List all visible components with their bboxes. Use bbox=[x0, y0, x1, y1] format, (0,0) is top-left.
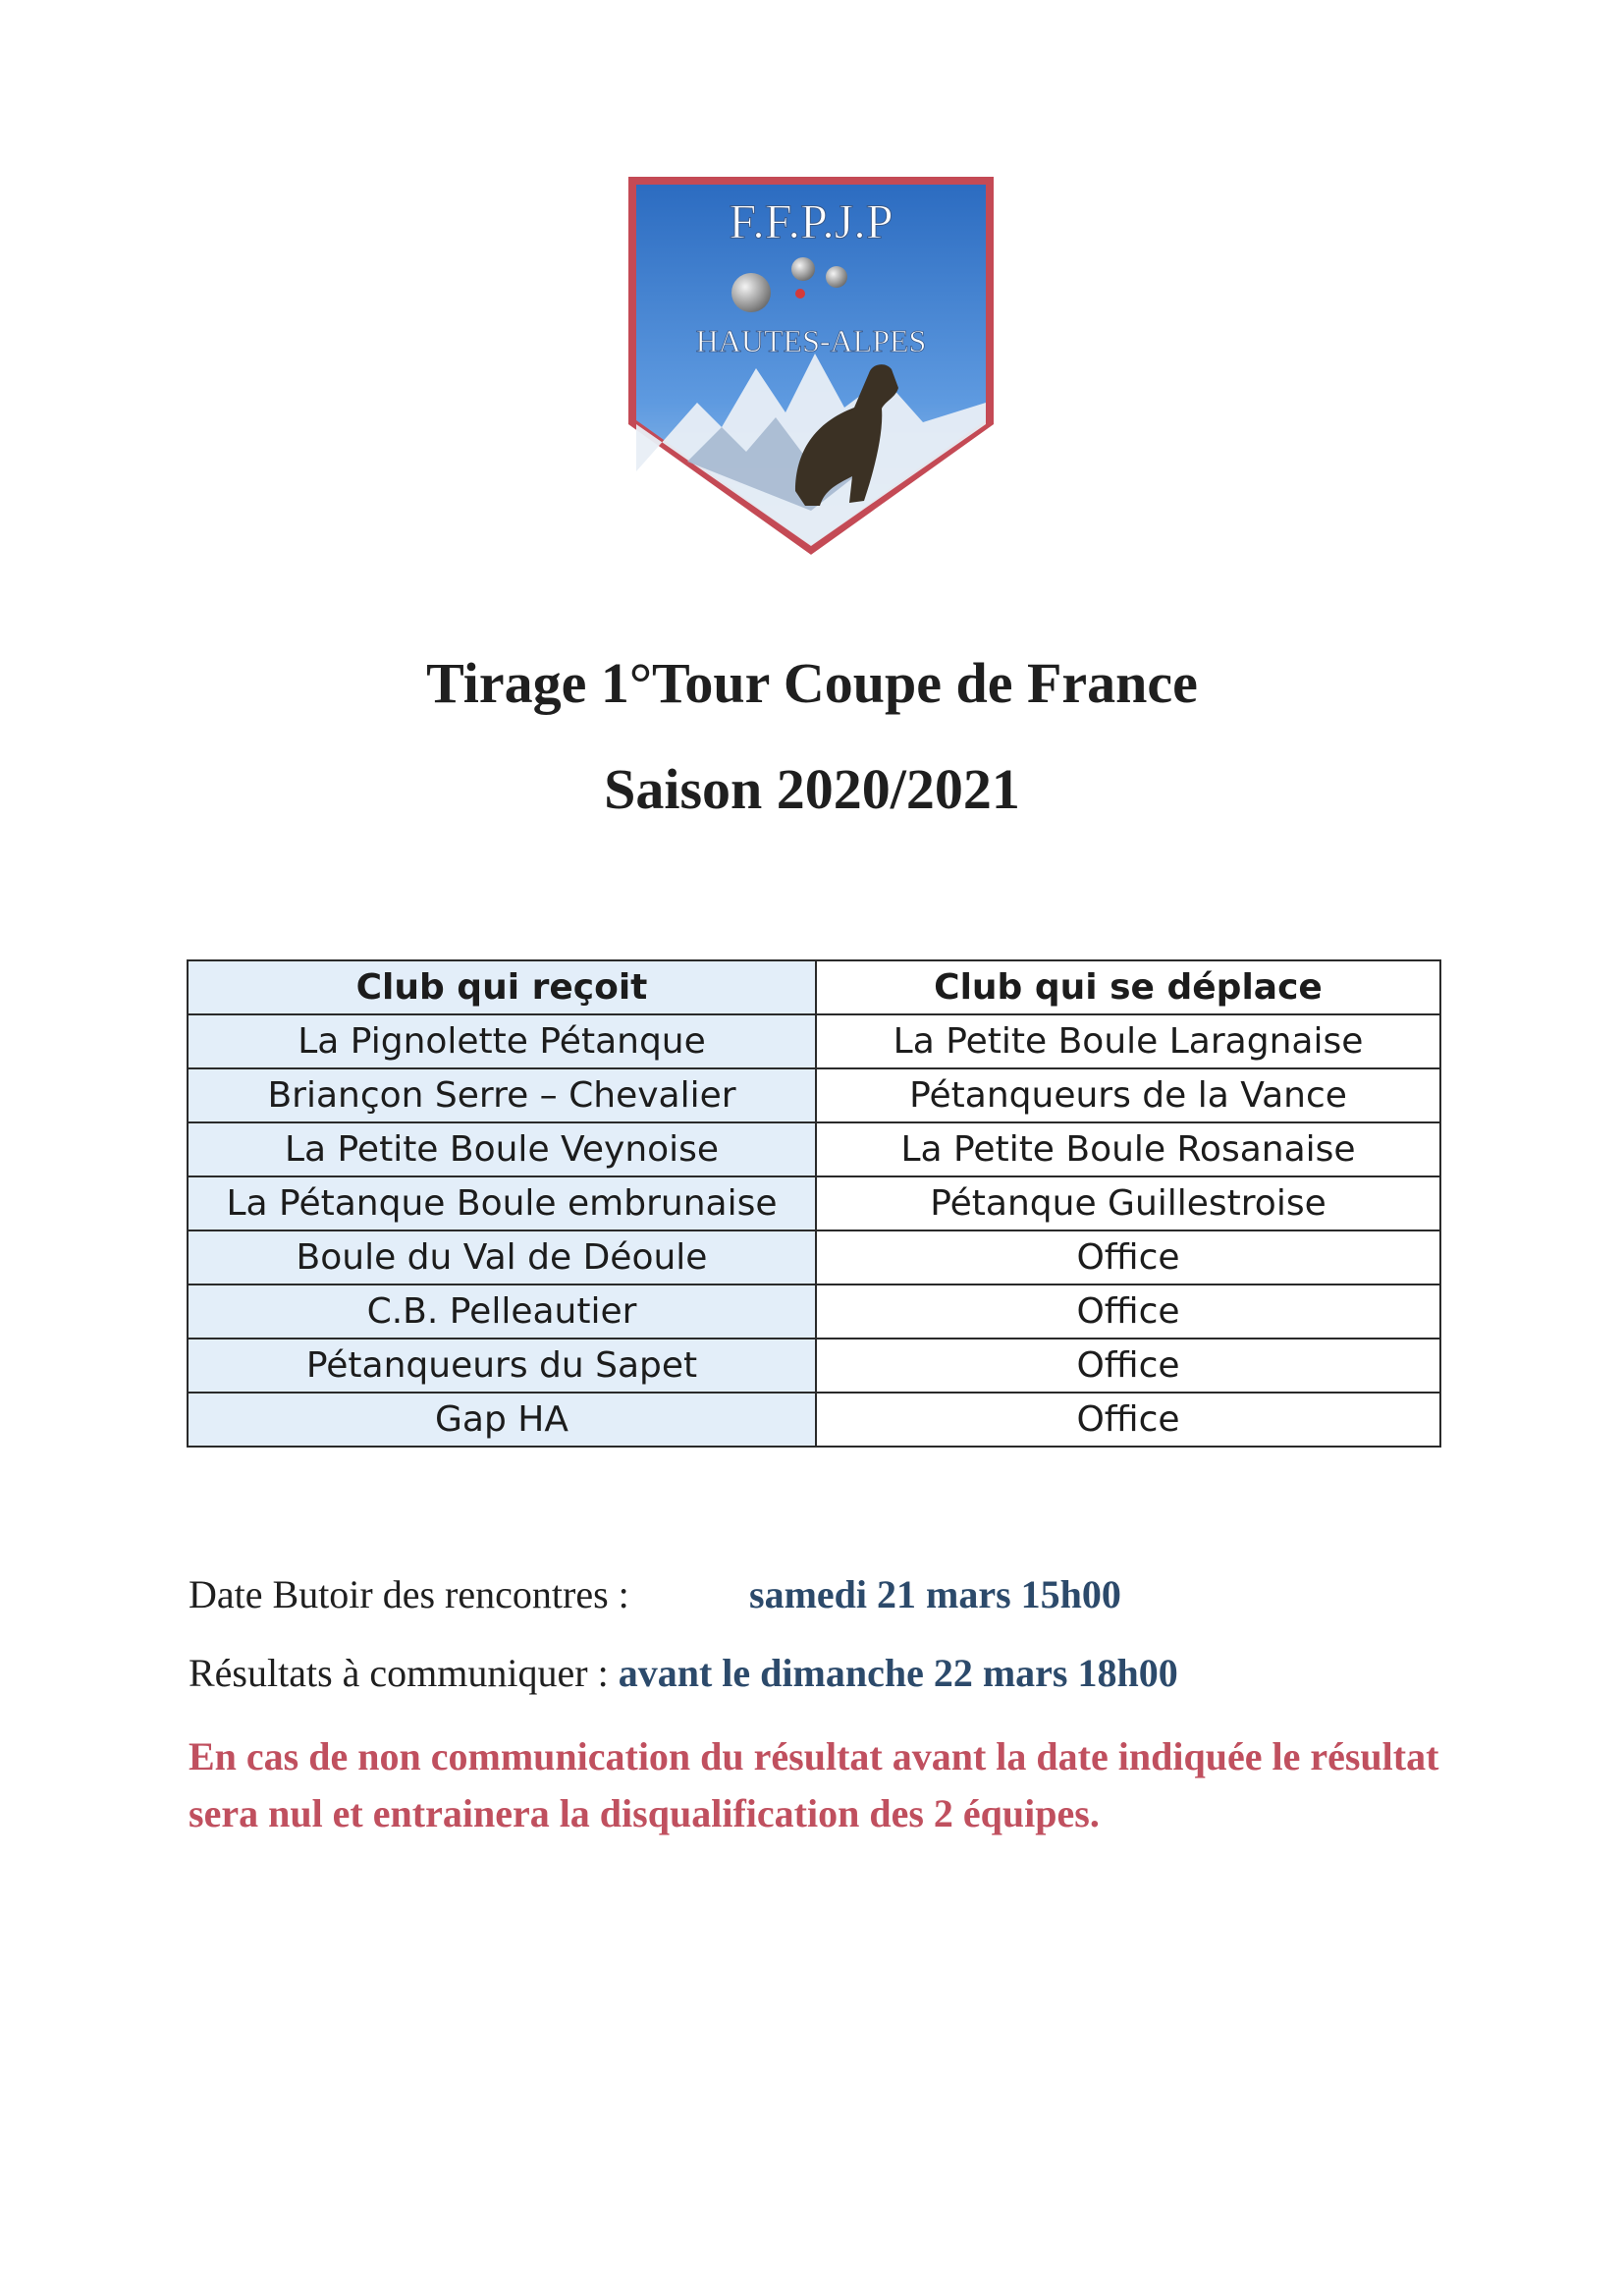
logo-line1: F.F.P.J.P bbox=[729, 193, 893, 248]
header-home-club: Club qui reçoit bbox=[188, 960, 816, 1014]
away-club: Office bbox=[816, 1230, 1440, 1285]
warning-notice: En cas de non communication du résultat avant la date indiquée le résultat sera nul et entrainera la disqualification des 2 équipes. bbox=[189, 1734, 1439, 1835]
away-club: La Petite Boule Laragnaise bbox=[816, 1014, 1440, 1068]
home-club: Briançon Serre – Chevalier bbox=[188, 1068, 816, 1122]
ffpjp-logo bbox=[628, 177, 994, 555]
away-club: Office bbox=[816, 1285, 1440, 1339]
results-line bbox=[189, 1650, 1178, 1696]
draw-table bbox=[187, 959, 1441, 1448]
table-row bbox=[188, 1068, 1440, 1122]
deadline-value: samedi 21 mars 15h00 bbox=[749, 1572, 1121, 1616]
table-row bbox=[188, 1393, 1440, 1447]
deadline-label: Date Butoir des rencontres : bbox=[189, 1572, 629, 1616]
page-title: Tirage 1°Tour Coupe de France bbox=[426, 651, 1198, 715]
home-club: Boule du Val de Déoule bbox=[188, 1230, 816, 1285]
results-value: avant le dimanche 22 mars 18h00 bbox=[618, 1651, 1178, 1695]
away-club: Pétanqueurs de la Vance bbox=[816, 1068, 1440, 1122]
home-club: Pétanqueurs du Sapet bbox=[188, 1339, 816, 1393]
table-row bbox=[188, 1230, 1440, 1285]
away-club: Pétanque Guillestroise bbox=[816, 1176, 1440, 1230]
away-club: Office bbox=[816, 1339, 1440, 1393]
season-title: Saison 2020/2021 bbox=[604, 757, 1020, 821]
away-club: La Petite Boule Rosanaise bbox=[816, 1122, 1440, 1176]
away-club: Office bbox=[816, 1393, 1440, 1447]
home-club: Gap HA bbox=[188, 1393, 816, 1447]
header-away-club: Club qui se déplace bbox=[816, 960, 1440, 1014]
logo-line2: HAUTES-ALPES bbox=[695, 323, 927, 358]
home-club: La Pignolette Pétanque bbox=[188, 1014, 816, 1068]
table-row bbox=[188, 1014, 1440, 1068]
table-row bbox=[188, 1176, 1440, 1230]
table-row bbox=[188, 1285, 1440, 1339]
table-row bbox=[188, 1122, 1440, 1176]
table-header-row bbox=[188, 960, 1440, 1014]
results-label: Résultats à communiquer : bbox=[189, 1651, 609, 1695]
home-club: C.B. Pelleautier bbox=[188, 1285, 816, 1339]
table-row bbox=[188, 1339, 1440, 1393]
home-club: La Pétanque Boule embrunaise bbox=[188, 1176, 816, 1230]
home-club: La Petite Boule Veynoise bbox=[188, 1122, 816, 1176]
